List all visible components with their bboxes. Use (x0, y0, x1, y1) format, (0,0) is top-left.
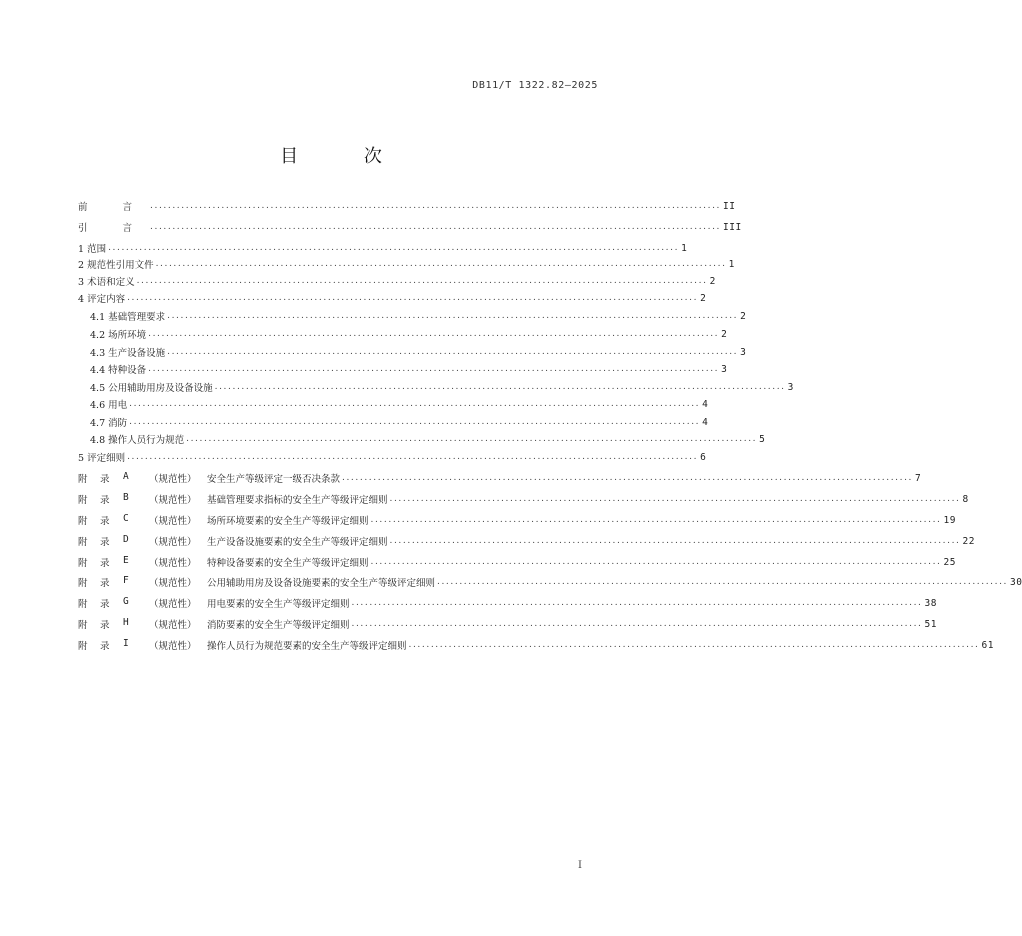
appendix-prefix (78, 638, 207, 652)
toc-appendix-b[interactable] (78, 492, 969, 506)
toc-entry-page: 4 (702, 416, 709, 428)
appendix-letter: I (123, 638, 129, 649)
appendix-letter: A (123, 471, 129, 482)
appendix-nature: （规范性） (149, 641, 197, 652)
toc-entry-label: 4.2 场所环境 (90, 330, 147, 341)
leader-dots: ................................................................................................................................ (148, 329, 720, 339)
appendix-title: 生产设备设施要素的安全生产等级评定细则 (207, 537, 388, 548)
toc-entry-label: 4.6 用电 (90, 400, 128, 411)
toc-appendix-e[interactable] (78, 555, 956, 569)
appendix-word-lu: 录 (100, 495, 110, 506)
appendix-title: 公用辅助用房及设备设施要素的安全生产等级评定细则 (207, 578, 436, 589)
toc-appendix-a[interactable] (78, 471, 922, 485)
appendix-prefix (78, 555, 207, 569)
toc-entry-4-2[interactable] (90, 327, 728, 341)
appendix-word-fu: 附 (78, 537, 88, 548)
leader-dots: ................................................................................................................................ (108, 243, 680, 253)
appendix-prefix (78, 596, 207, 610)
toc-appendix-d[interactable] (78, 534, 975, 548)
leader-dots: ................................................................................................................................ (150, 222, 722, 232)
appendix-letter: D (123, 534, 129, 545)
appendix-word-fu: 附 (78, 599, 88, 610)
toc-entry-page: 61 (981, 639, 994, 651)
toc-entry-page: 2 (700, 292, 707, 304)
appendix-letter: E (123, 555, 129, 566)
leader-dots: ................................................................................................................................ (389, 536, 961, 546)
toc-entry-page: 8 (962, 493, 969, 505)
appendix-title: 消防要素的安全生产等级评定细则 (207, 620, 350, 631)
appendix-word-fu: 附 (78, 495, 88, 506)
toc-entry-page: 3 (721, 363, 728, 375)
toc-entry-page: 1 (728, 258, 735, 270)
toc-entry-4-6[interactable] (90, 397, 709, 411)
toc-entry-foreword[interactable] (78, 199, 736, 213)
leader-dots: ................................................................................................................................ (150, 201, 722, 211)
toc-entry-label: 5 评定细则 (78, 453, 126, 464)
toc-entry-4-7[interactable] (90, 415, 709, 429)
appendix-word-lu: 录 (100, 516, 110, 527)
leader-dots: ................................................................................................................................ (214, 382, 786, 392)
appendix-word-fu: 附 (78, 641, 88, 652)
appendix-word-lu: 录 (100, 599, 110, 610)
appendix-prefix (78, 471, 207, 485)
toc-entry-label: 前 言 (78, 202, 149, 213)
toc-entry-page: 2 (740, 310, 747, 322)
toc-entry-assessment-rules[interactable] (78, 450, 707, 464)
toc-entry-label: 3 术语和定义 (78, 277, 135, 288)
toc-entry-introduction[interactable] (78, 220, 742, 234)
toc-entry-scope[interactable] (78, 241, 688, 255)
toc-entry-page: 4 (702, 398, 709, 410)
leader-dots: ................................................................................................................................ (129, 417, 701, 427)
appendix-letter: G (123, 596, 129, 607)
appendix-nature: （规范性） (149, 495, 197, 506)
toc-entry-page: 5 (759, 433, 766, 445)
document-code: DB11/T 1322.82—2025 (472, 80, 598, 91)
appendix-nature: （规范性） (149, 620, 197, 631)
toc-entry-normative-references[interactable] (78, 257, 735, 271)
toc-entry-page: 2 (709, 275, 716, 287)
toc-entry-page: 38 (924, 597, 937, 609)
leader-dots: ................................................................................................................................ (370, 557, 942, 567)
appendix-title: 特种设备要素的安全生产等级评定细则 (207, 558, 369, 569)
toc-entry-terms[interactable] (78, 274, 716, 288)
appendix-letter: B (123, 492, 129, 503)
page-title: 目 次 (280, 146, 412, 167)
leader-dots: ................................................................................................................................ (148, 364, 720, 374)
toc-entry-page: 3 (740, 346, 747, 358)
toc-entry-4-4[interactable] (90, 362, 728, 376)
appendix-word-lu: 录 (100, 537, 110, 548)
appendix-prefix (78, 575, 207, 589)
toc-entry-page: 51 (924, 618, 937, 630)
toc-entry-label: 4.7 消防 (90, 418, 128, 429)
toc-entry-page: II (723, 200, 736, 212)
toc-entry-label: 4.3 生产设备设施 (90, 348, 166, 359)
toc-entry-page: 22 (962, 535, 975, 547)
appendix-letter: F (123, 575, 129, 586)
footer-page-number: I (578, 860, 582, 871)
toc-appendix-c[interactable] (78, 513, 956, 527)
toc-entry-label: 1 范围 (78, 244, 107, 255)
appendix-letter: H (123, 617, 129, 628)
toc-entry-label: 4.1 基础管理要求 (90, 312, 166, 323)
appendix-nature: （规范性） (149, 558, 197, 569)
appendix-title: 安全生产等级评定一级否决条款 (207, 474, 341, 485)
toc-appendix-g[interactable] (78, 596, 937, 610)
appendix-word-fu: 附 (78, 516, 88, 527)
appendix-word-lu: 录 (100, 620, 110, 631)
appendix-word-fu: 附 (78, 620, 88, 631)
appendix-nature: （规范性） (149, 599, 197, 610)
appendix-word-lu: 录 (100, 474, 110, 485)
appendix-prefix (78, 513, 207, 527)
toc-entry-4-5[interactable] (90, 380, 794, 394)
toc-entry-4-1[interactable] (90, 309, 747, 323)
toc-entry-page: 3 (787, 381, 794, 393)
appendix-nature: （规范性） (149, 578, 197, 589)
toc-entry-page: 6 (700, 451, 707, 463)
leader-dots: ................................................................................................................................ (342, 473, 914, 483)
appendix-prefix (78, 492, 207, 506)
appendix-word-lu: 录 (100, 558, 110, 569)
toc-entry-page: III (723, 221, 742, 233)
toc-entry-page: 1 (681, 242, 688, 254)
leader-dots: ................................................................................................................................ (389, 494, 961, 504)
leader-dots: ................................................................................................................................ (186, 434, 758, 444)
toc-entry-assessment-content[interactable] (78, 291, 707, 305)
leader-dots: ................................................................................................................................ (127, 452, 699, 462)
appendix-word-fu: 附 (78, 474, 88, 485)
leader-dots: ................................................................................................................................ (408, 640, 980, 650)
toc-entry-label: 4.4 特种设备 (90, 365, 147, 376)
leader-dots: ................................................................................................................................ (437, 577, 1009, 587)
leader-dots: ................................................................................................................................ (136, 276, 708, 286)
toc-appendix-h[interactable] (78, 617, 937, 631)
appendix-prefix (78, 617, 207, 631)
toc-entry-page: 30 (1010, 576, 1022, 588)
appendix-word-fu: 附 (78, 578, 88, 589)
appendix-title: 用电要素的安全生产等级评定细则 (207, 599, 350, 610)
appendix-title: 操作人员行为规范要素的安全生产等级评定细则 (207, 641, 407, 652)
appendix-nature: （规范性） (149, 516, 197, 527)
appendix-word-lu: 录 (100, 578, 110, 589)
leader-dots: ................................................................................................................................ (155, 259, 727, 269)
toc-appendix-i[interactable] (78, 638, 994, 652)
toc-entry-label: 引 言 (78, 223, 149, 234)
appendix-nature: （规范性） (149, 537, 197, 548)
toc-entry-label: 2 规范性引用文件 (78, 260, 154, 271)
toc-entry-label: 4.5 公用辅助用房及设备设施 (90, 383, 213, 394)
leader-dots: ................................................................................................................................ (167, 347, 739, 357)
appendix-title: 基础管理要求指标的安全生产等级评定细则 (207, 495, 388, 506)
appendix-prefix (78, 534, 207, 548)
toc-entry-label: 4.8 操作人员行为规范 (90, 435, 185, 446)
toc-entry-4-8[interactable] (90, 432, 766, 446)
toc-entry-page: 7 (915, 472, 922, 484)
leader-dots: ................................................................................................................................ (351, 619, 923, 629)
appendix-word-lu: 录 (100, 641, 110, 652)
leader-dots: ................................................................................................................................ (127, 293, 699, 303)
leader-dots: ................................................................................................................................ (167, 311, 739, 321)
appendix-word-fu: 附 (78, 558, 88, 569)
toc-entry-page: 25 (943, 556, 956, 568)
leader-dots: ................................................................................................................................ (129, 399, 701, 409)
toc-entry-page: 19 (943, 514, 956, 526)
leader-dots: ................................................................................................................................ (370, 515, 942, 525)
appendix-letter: C (123, 513, 129, 524)
toc-entry-page: 2 (721, 328, 728, 340)
toc-entry-label: 4 评定内容 (78, 294, 126, 305)
appendix-nature: （规范性） (149, 474, 197, 485)
leader-dots: ................................................................................................................................ (351, 598, 923, 608)
appendix-title: 场所环境要素的安全生产等级评定细则 (207, 516, 369, 527)
toc-appendix-f[interactable] (78, 575, 1022, 589)
toc-entry-4-3[interactable] (90, 345, 747, 359)
